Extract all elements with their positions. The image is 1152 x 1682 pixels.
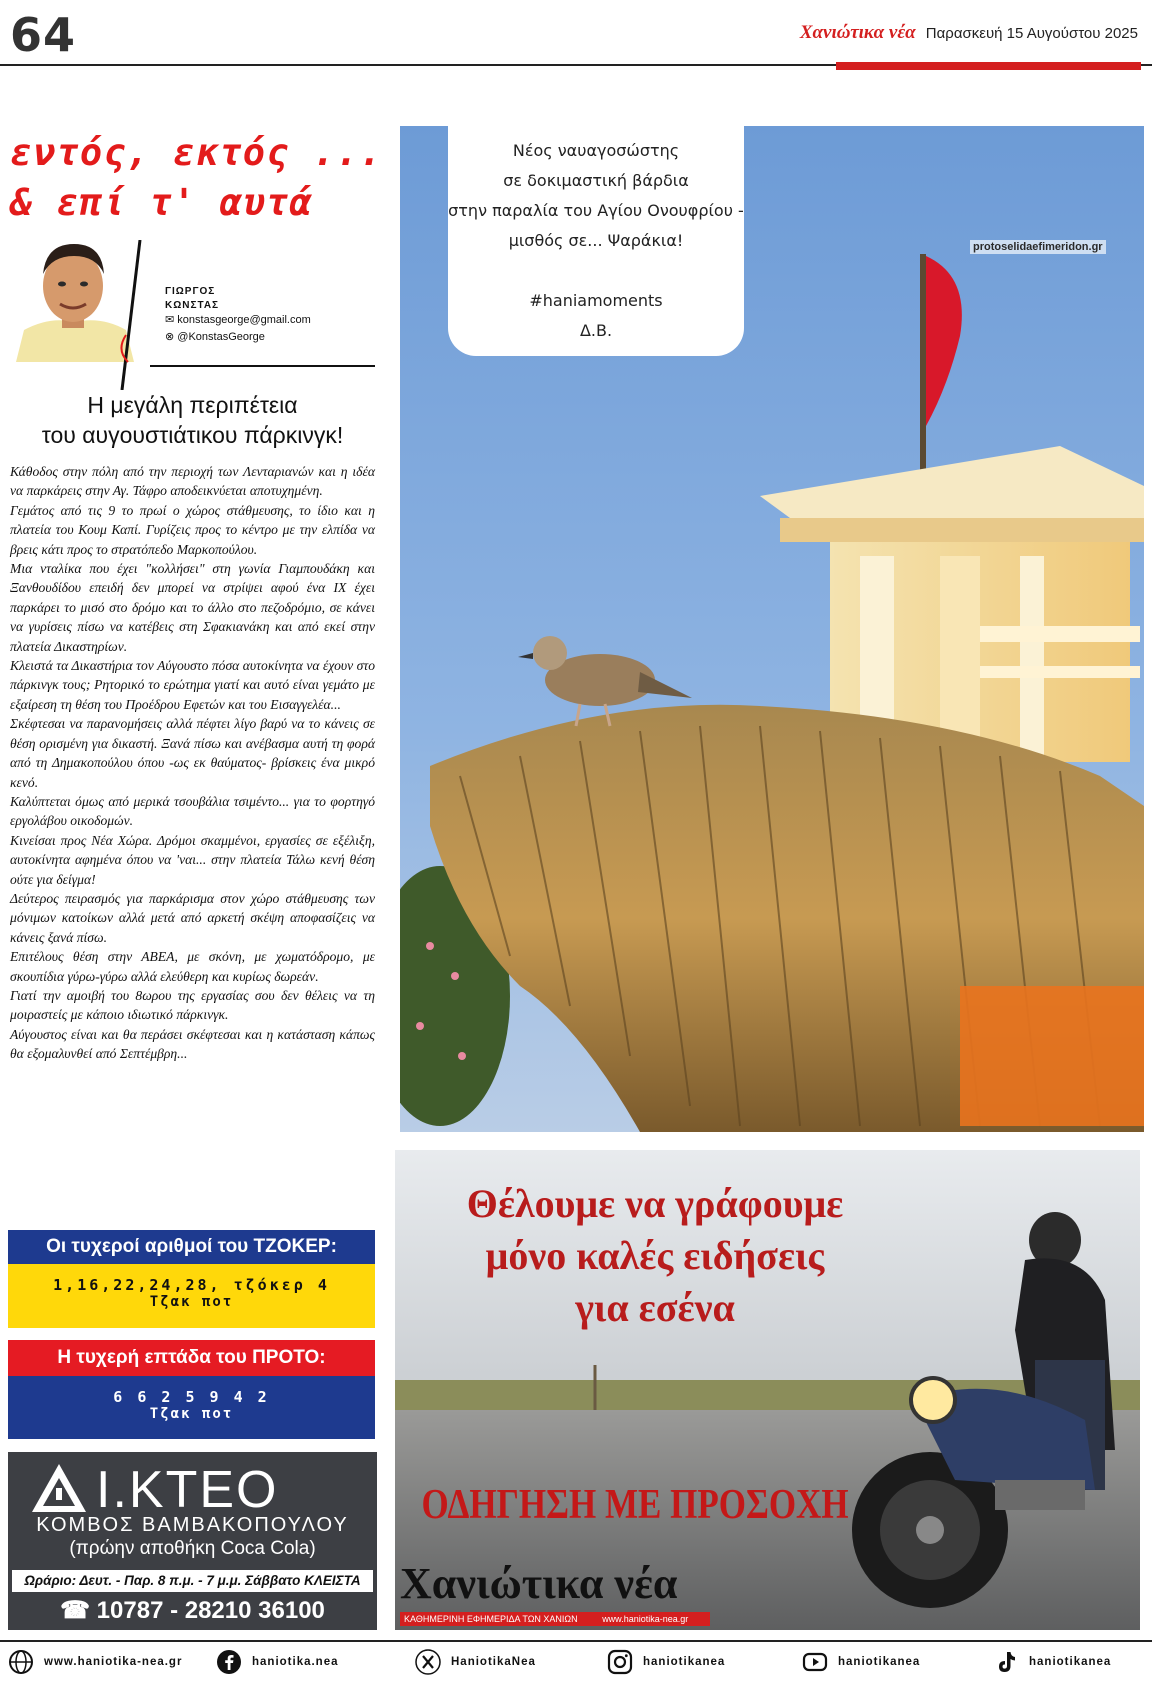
joker-jackpot: Τζακ ποτ (149, 1294, 234, 1310)
article-paragraph: Γεμάτος από τις 9 το πρωί ο χώρος στάθμευσης, το ίδιο και η πλατεία του Κουμ Καπί. Γυρίζεις προς το κέντρο με την ελπίδα να βρεις κάτι προς το στρατόπεδο Μαρκοπούλου. (10, 502, 375, 557)
footer-instagram[interactable] (607, 1647, 725, 1677)
ad-slogan-line1: Θέλουμε να γράφουμε (466, 1181, 844, 1226)
author-name (165, 285, 219, 313)
youtube-icon (802, 1649, 828, 1675)
kteo-hours: Ωράριο: Δευτ. - Παρ. 8 π.μ. - 7 μ.μ. Σάββατο ΚΛΕΙΣΤΑ (12, 1570, 373, 1592)
masthead-date: Παρασκευή 15 Αυγούστου 2025 (925, 25, 1138, 42)
footer-rule (0, 1640, 1152, 1642)
column-title (10, 128, 390, 228)
footer-website[interactable] (8, 1647, 182, 1677)
footer-facebook-text: haniotika.nea (252, 1656, 339, 1668)
kteo-former: (πρώην αποθήκη Coca Cola) (69, 1538, 316, 1559)
author-divider (150, 365, 375, 367)
kteo-phone-number: 10787 - 28210 36100 (96, 1597, 325, 1624)
x-icon: ⊗ (165, 331, 175, 343)
caption-line4: μισθός σε... Ψαράκια! (508, 231, 684, 250)
author-x-handle[interactable]: @KonstasGeorge (177, 331, 265, 343)
article-paragraph: Κάθοδος στην πόλη από την περιοχή των Λενταριανών και η ιδέα να παρκάρεις στην Αγ. Τάφρο αποδεικνύεται αποτυχημένη. (10, 464, 375, 499)
header-red-bar (836, 62, 1141, 70)
article-paragraph: Γιατί την αμοιβή του 8ωρου της εργασίας σου δεν θέλεις να τη μοιραστείς με κάποιο ιδιωτικό πάρκινγκ. (10, 987, 375, 1023)
ad-brand-logo: Χανιώτικα νέα (400, 1559, 678, 1608)
globe-icon (8, 1649, 34, 1675)
ad-slogan (395, 1178, 915, 1334)
footer-x-text: HaniotikaNea (451, 1656, 536, 1668)
footer-x[interactable] (415, 1647, 536, 1677)
article-paragraph: Αύγουστος είναι και θα περάσει σκέφτεσαι και η κατάσταση κάπως θα εξομαλυνθεί από Σεπτέμβρη... (10, 1026, 375, 1062)
envelope-icon: ✉ (165, 314, 175, 326)
instagram-icon (607, 1649, 633, 1675)
footer-instagram-text: haniotikanea (643, 1656, 726, 1668)
author-first-name: ΓΙΩΡΓΟΣ (165, 286, 216, 297)
article-paragraph: Δεύτερος πειρασμός για παρκάρισμα στον χώρο στάθμευσης των μόνιμων κατοίκων αλλά μετά από αρκετή σκέψη αποφασίζεις να κάνεις ξανά πίσω. (10, 890, 375, 945)
masthead-brand: Χανιώτικα νέα (799, 22, 916, 43)
ad-tagline-bar (400, 1612, 710, 1626)
caption-hashtag: #haniamoments (529, 291, 663, 310)
caption-initials: Δ.Β. (579, 321, 613, 340)
ad-url: www.haniotika-nea.gr (602, 1614, 689, 1624)
masthead (800, 22, 1138, 44)
kteo-logo-row (8, 1458, 377, 1518)
proto-results (8, 1376, 375, 1439)
ad-slogan-line3: για εσένα (575, 1285, 735, 1330)
ad-slogan-line2: μόνο καλές ειδήσεις (485, 1233, 825, 1278)
joker-title: Οι τυχεροί αριθμοί του ΤΖΟΚΕΡ: (8, 1230, 375, 1264)
column-title-line2: & επί τ' αυτά (10, 181, 313, 224)
page-number: 64 (10, 8, 77, 62)
joker-numbers: 1,16,22,24,28, τζόκερ 4 (53, 1276, 330, 1294)
headline-line1: Η μεγάλη περιπέτεια (87, 392, 298, 418)
caption-line3: στην παραλία του Αγίου Ονουφρίου - (448, 201, 744, 220)
column-slash-decoration (118, 240, 148, 390)
footer-website-text: www.haniotika-nea.gr (44, 1656, 183, 1668)
author-email-row (165, 313, 311, 326)
footer-tiktok-text: haniotikanea (1029, 1656, 1112, 1668)
footer-youtube-text: haniotikanea (838, 1656, 921, 1668)
phone-icon: ☎ (60, 1597, 90, 1624)
x-logo-icon (415, 1649, 441, 1675)
tiktok-icon (993, 1649, 1019, 1675)
kteo-name: Ι.ΚΤΕΟ (96, 1461, 279, 1519)
footer-tiktok[interactable] (993, 1647, 1111, 1677)
kteo-logo-letter: Δ (58, 1510, 60, 1511)
article-paragraph: Επιτέλους θέση στην ΑΒΕΑ, με σκόνη, με χωματόδρομο, με σκουπίδια γύρω-γύρω αλλά ελεύθερη και κυρίως δωρεάν. (10, 949, 375, 984)
kteo-location: ΚΟΜΒΟΣ ΒΑΜΒΑΚΟΠΟΥΛΟΥ (36, 1514, 349, 1536)
article-paragraph: Κινείσαι προς Νέα Χώρα. Δρόμοι σκαμμένοι, εργασίες σε εξέλιξη, αυτοκίνητα αφημένα όπου να 'ναι... στην πλατεία Τάλω κενή θέση ούτε για δείγμα! (10, 832, 375, 887)
article-paragraph: Καλύπτεται όμως από μερικά τσουβάλια τσιμέντο... για το φορτηγό εργολάβου οικοδομών. (10, 793, 375, 829)
column-title-line1: εντός, εκτός ... (10, 131, 383, 174)
ad-safety-message: ΟΔΗΓΗΣΗ ΜΕ ΠΡΟΣΟΧΗ (421, 1481, 849, 1528)
proto-title: Η τυχερή επτάδα του ΠΡΟΤΟ: (8, 1340, 375, 1376)
article-paragraph: Μια νταλίκα που έχει "κολλήσει" στη γωνία Γιαμπουδάκη και Ξανθουδίδου επειδή δεν μπορεί να στρίψει αφού ένα ΙΧ έχει παρκάρει το μισό στο δρόμο και το άλλο στο πεζοδρόμιο, σε κάνει να γυρίσεις πίσω να κατέβεις στη Σφακιανάκη και από εκεί στην πλατεία Δικαστηρίων. (10, 561, 375, 654)
joker-results (8, 1264, 375, 1328)
article-paragraph: Σκέφτεσαι να παρανομήσεις αλλά πέφτει λίγο βαρύ να το κάνεις σε θέση ορισμένη για δικαστή. Ξανά πίσω και ανέβασμα αυτή τη φορά από τη Δημακοπούλου όπου -ως εκ θαύματος- βρίσκεις ένα μικρό κενό. (10, 716, 375, 790)
headline-line2: του αυγουστιάτικου πάρκινγκ! (41, 422, 344, 448)
ad-tagline: ΚΑΘΗΜΕΡΙΝΗ ΕΦΗΜΕΡΙΔΑ ΤΩΝ ΧΑΝΙΩΝ (404, 1614, 578, 1624)
kteo-advertisement[interactable] (8, 1452, 377, 1630)
caption-line1: Νέος ναυαγοσώστης (512, 141, 680, 160)
footer-facebook[interactable] (216, 1647, 339, 1677)
proto-numbers: 6 6 2 5 9 4 2 (113, 1388, 270, 1406)
kteo-phone[interactable] (8, 1596, 377, 1625)
kteo-triangle-logo-icon (30, 1462, 88, 1514)
proto-jackpot: Τζακ ποτ (149, 1406, 234, 1422)
article-paragraph: Κλειστά τα Δικαστήρια τον Αύγουστο πόσα αυτοκίνητα να έχουν στο πάρκινγκ τους; Ρητορικό το ερώτημα γιατί και αυτό είναι γεμάτο με εξαίρεση τη θέση του Προέδρου Εφετών και του Εισαγγελέα... (10, 658, 375, 712)
photo-caption-bubble (448, 126, 744, 356)
photo-watermark: protoselidaefimeridon.gr (970, 240, 1106, 254)
author-last-name: ΚΩΝΣΤΑΣ (165, 300, 220, 311)
article-headline (10, 390, 375, 450)
author-email[interactable]: konstasgeorge@gmail.com (177, 314, 311, 326)
author-x-row (165, 330, 265, 343)
article-body (10, 462, 375, 1064)
caption-line2: σε δοκιμαστική βάρδια (503, 171, 689, 190)
facebook-icon (216, 1649, 242, 1675)
footer-social-bar (0, 1647, 1152, 1677)
footer-youtube[interactable] (802, 1647, 920, 1677)
